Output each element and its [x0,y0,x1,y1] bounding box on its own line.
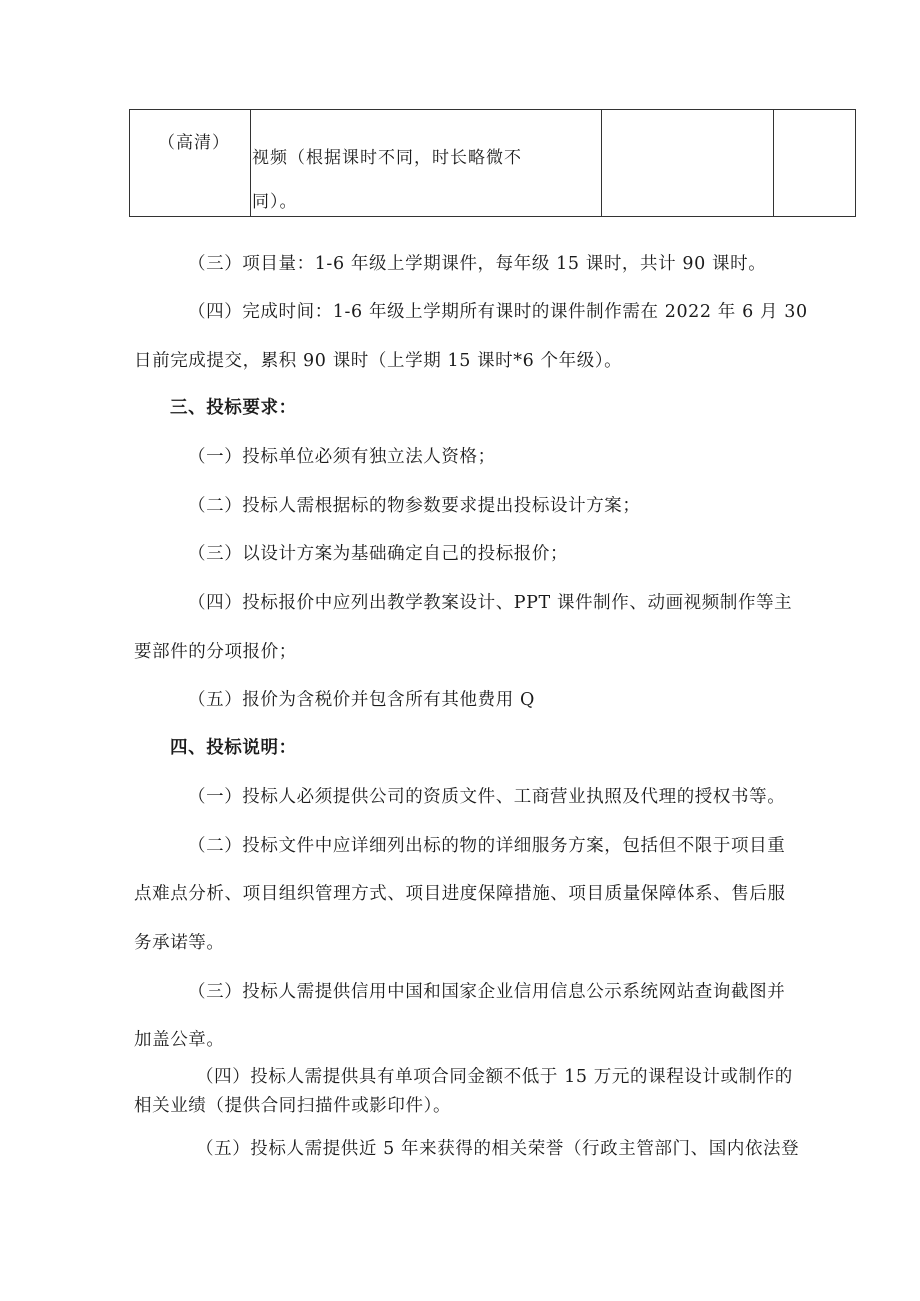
paragraph-line: 点难点分析、项目组织管理方式、项目进度保障措施、项目质量保障体系、售后服 [134,884,786,904]
paragraph-line: 相关业绩（提供合同扫描件或影印件）。 [134,1096,452,1116]
table-divider [250,110,251,216]
section-heading: 四、投标说明： [170,738,297,758]
list-item: （四）投标报价中应列出教学教案设计、PPT 课件制作、动画视频制作等主 [188,593,793,613]
list-item: （二）投标文件中应详细列出标的物的详细服务方案，包括但不限于项目重 [188,836,786,856]
list-item: （四）投标人需提供具有单项合同金额不低于 15 万元的课程设计或制作的 [196,1067,793,1087]
paragraph-line: 务承诺等。 [134,933,225,953]
table-divider [773,110,774,216]
list-item: （一）投标单位必须有独立法人资格； [188,447,496,467]
paragraph-line: 加盖公章。 [134,1030,225,1050]
list-item: （二）投标人需根据标的物参数要求提出投标设计方案； [188,496,641,516]
project-table [129,109,856,217]
paragraph-line: （三）项目量：1-6 年级上学期课件，每年级 15 课时，共计 90 课时。 [188,254,767,274]
table-cell-line: 同）。 [252,192,298,212]
table-cell-label: （高清） [158,133,230,153]
list-item: （五）投标人需提供近 5 年来获得的相关荣誉（行政主管部门、国内依法登 [196,1139,800,1159]
paragraph-line: 日前完成提交，累积 90 课时（上学期 15 课时*6 个年级）。 [134,351,623,371]
list-item: （三）投标人需提供信用中国和国家企业信用信息公示系统网站查询截图并 [188,982,786,1002]
paragraph-line: （四）完成时间：1-6 年级上学期所有课时的课件制作需在 2022 年 6 月 30 [188,302,808,322]
list-item: （一）投标人必须提供公司的资质文件、工商营业执照及代理的授权书等。 [188,787,786,807]
paragraph-line: 要部件的分项报价； [134,642,297,662]
table-divider [601,110,602,216]
section-heading: 三、投标要求： [170,398,297,418]
table-cell-description [252,136,572,224]
table-cell-line: 视频（根据课时不同，时长略微不 [252,148,522,168]
list-item: （五）报价为含税价并包含所有其他费用 Q [188,690,535,710]
list-item: （三）以设计方案为基础确定自己的投标报价； [188,544,569,564]
